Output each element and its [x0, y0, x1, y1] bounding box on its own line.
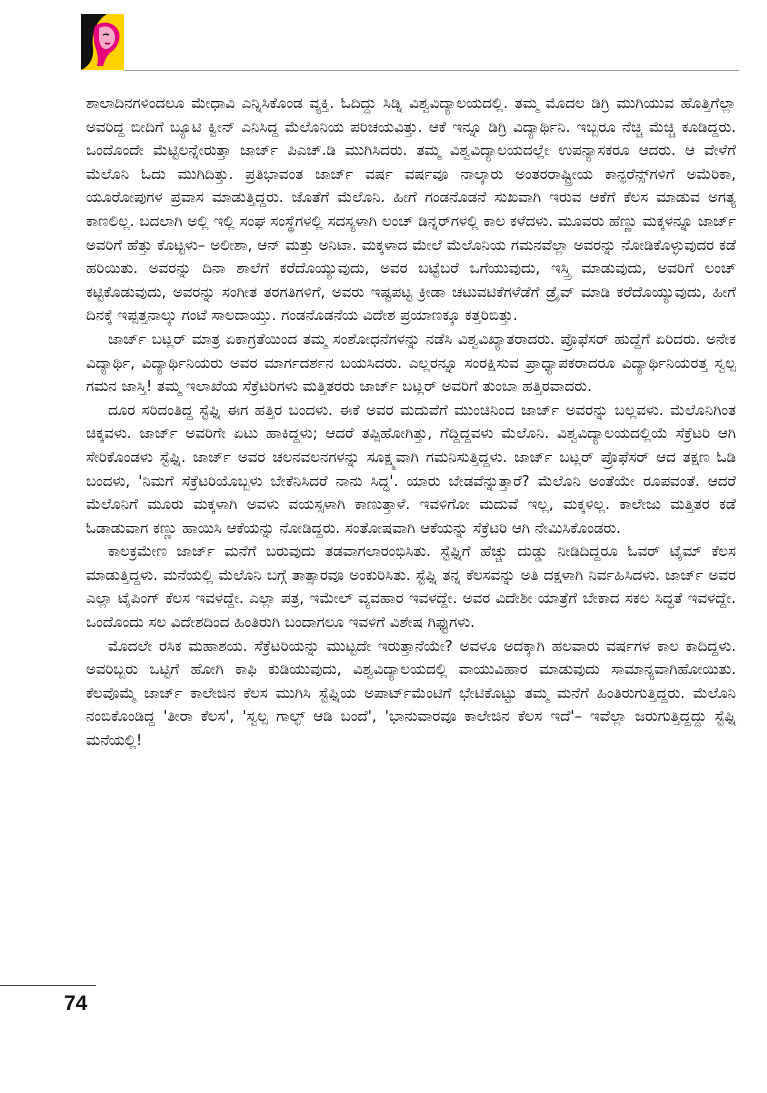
footer-rule	[0, 985, 96, 986]
paragraph-5: ಮೊದಲೇ ರಸಿಕ ಮಹಾಶಯ. ಸೆಕ್ರೆಟರಿಯನ್ನು ಮುಟ್ಟದೇ ಇರುತ್ತಾನೆಯೇ? ಅವಳೂ ಅದಕ್ಕಾಗಿ ಹಲವಾರು ವರ್ಷಗಳ ಕಾಲ ಕಾದಿದ್ದಳು. ಅವರಿಬ್ಬರು ಒಟ್ಟಿಗೆ ಹೋಗಿ ಕಾಫಿ ಕುಡಿಯುವುದು, ವಿಶ್ವವಿದ್ಯಾಲಯದಲ್ಲಿ ವಾಯುವಿಹಾರ ಮಾಡುವುದು ಸಾಮಾನ್ಯವಾಗಿಹೋಯಿತು. ಕೆಲವೊಮ್ಮೆ ಜಾರ್ಜ್ ಕಾಲೇಜಿನ ಕೆಲಸ ಮುಗಿಸಿ ಸ್ಟೆಫ್ನಿಯ ಅಪಾರ್ಟ್‌ಮೆಂಟಿಗೆ ಭೇಟಿಕೊಟ್ಟು ತಮ್ಮ ಮನೆಗೆ ಹಿಂತಿರುಗುತ್ತಿದ್ದರು. ಮೆಲೊನಿ ನಂಬಿಕೊಂಡಿದ್ದ 'ತೀರಾ ಕೆಲಸ', 'ಸ್ವಲ್ಪ ಗಾಲ್ಫ್ ಆಡಿ ಬಂದೆ', 'ಭಾನುವಾರವೂ ಕಾಲೇಜಿನ ಕೆಲಸ ಇದೆ'– ಇವೆಲ್ಲಾ ಜರುಗುತ್ತಿದ್ದದ್ದು ಸ್ಟೆಫ್ನಿ ಮನೆಯಲ್ಲಿ!	[86, 636, 736, 750]
paragraph-1: ಶಾಲಾದಿನಗಳಿಂದಲೂ ಮೇಧಾವಿ ಎನ್ನಿಸಿಕೊಂಡ ವ್ಯಕ್ತಿ. ಓದಿದ್ದು ಸಿಡ್ನಿ ವಿಶ್ವವಿದ್ಯಾಲಯದಲ್ಲಿ. ತಮ್ಮ ಮೊದಲ ಡಿಗ್ರಿ ಮುಗಿಯುವ ಹೊತ್ತಿಗೆಲ್ಲಾ ಅವರಿದ್ದ ಬೀದಿಗೆ ಬ್ಯೂಟಿ ಕ್ವೀನ್ ಎನಿಸಿದ್ದ ಮೆಲೊನಿಯ ಪರಿಚಯವಿತ್ತು. ಆಕೆ ಇನ್ನೂ ಡಿಗ್ರಿ ವಿದ್ಯಾರ್ಥಿನಿ. ಇಬ್ಬರೂ ನೆಚ್ಚಿ ಮೆಚ್ಚಿ ಕೂಡಿದ್ದರು. ಒಂದೊಂದೇ ಮೆಟ್ಟಿಲನ್ನೇರುತ್ತಾ ಜಾರ್ಜ್ ಪಿಎಚ್.ಡಿ ಮುಗಿಸಿದರು. ತಮ್ಮ ವಿಶ್ವವಿದ್ಯಾಲಯದಲ್ಲೇ ಉಪನ್ಯಾಸಕರೂ ಆದರು. ಆ ವೇಳೆಗೆ ಮೆಲೊನಿ ಓದು ಮುಗಿದಿತ್ತು. ಪ್ರತಿಭಾವಂತ ಜಾರ್ಜ್ ವರ್ಷ ವರ್ಷವೂ ನಾಲ್ಕಾರು ಅಂತರರಾಷ್ಟ್ರೀಯ ಕಾನ್ಫರೆನ್ಸ್‌ಗಳಿಗೆ ಅಮೆರಿಕಾ, ಯೂರೋಪುಗಳ ಪ್ರವಾಸ ಮಾಡುತ್ತಿದ್ದರು. ಜೊತೆಗೆ ಮೆಲೊನಿ. ಹೀಗೆ ಗಂಡನೊಡನೆ ಸುಖವಾಗಿ ಇರುವ ಆಕೆಗೆ ಕೆಲಸ ಮಾಡುವ ಅಗತ್ಯ ಕಾಣಲಿಲ್ಲ. ಬದಲಾಗಿ ಅಲ್ಲಿ ಇಲ್ಲಿ ಸಂಘ ಸಂಸ್ಥೆಗಳಲ್ಲಿ ಸದಸ್ಯಳಾಗಿ ಲಂಚ್ ಡಿನ್ನರ್‌ಗಳಲ್ಲಿ ಕಾಲ ಕಳೆದಳು. ಮೂವರು ಹೆಣ್ಣು ಮಕ್ಕಳನ್ನೂ ಜಾರ್ಜ್ ಅವರಿಗೆ ಹೆತ್ತು ಕೊಟ್ಟಳು– ಅಲೀಶಾ, ಆನ್ ಮತ್ತು ಅನಿಟಾ. ಮಕ್ಕಳಾದ ಮೇಲೆ ಮೆಲೊನಿಯ ಗಮನವೆಲ್ಲಾ ಅವರನ್ನು ನೋಡಿಕೊಳ್ಳುವುದರ ಕಡೆ ಹರಿಯಿತು. ಅವರನ್ನು ದಿನಾ ಶಾಲೆಗೆ ಕರೆದೊಯ್ಯುವುದು, ಅವರ ಬಟ್ಟೆಬರೆ ಒಗೆಯುವುದು, ಇಸ್ತ್ರಿ ಮಾಡುವುದು, ಅವರಿಗೆ ಲಂಚ್ ಕಟ್ಟಿಕೊಡುವುದು, ಅವರನ್ನು ಸಂಗೀತ ತರಗತಿಗಳಿಗೆ, ಅವರು ಇಷ್ಟಪಟ್ಟ ಕ್ರೀಡಾ ಚಟುವಟಿಕೆಗಳೆಡೆಗೆ ಡ್ರೈವ್ ಮಾಡಿ ಕರೆದೊಯ್ಯುವುದು, ಹೀಗೆ ದಿನಕ್ಕೆ ಇಪ್ಪತ್ತನಾಲ್ಕು ಗಂಟೆ ಸಾಲದಾಯ್ತು. ಗಂಡನೊಡನೆಯ ವಿದೇಶ ಪ್ರಯಾಣಕ್ಕೂ ಕತ್ತರಿಬಿತ್ತು.	[86, 94, 736, 325]
header-rule	[124, 70, 739, 71]
paragraph-4: ಕಾಲಕ್ರಮೇಣ ಜಾರ್ಜ್ ಮನೆಗೆ ಬರುವುದು ತಡವಾಗಲಾರಂಭಿಸಿತು. ಸ್ಟೆಫ್ನಿಗೆ ಹೆಚ್ಚು ದುಡ್ಡು ನೀಡಿದಿದ್ದರೂ ಓವರ್ ಟೈಮ್ ಕೆಲಸ ಮಾಡುತ್ತಿದ್ದಳು. ಮನೆಯಲ್ಲಿ ಮೆಲೊನಿ ಬಗ್ಗೆ ತಾತ್ಸಾರವೂ ಅಂಕುರಿಸಿತು. ಸ್ಟೆಫ್ನಿ ತನ್ನ ಕೆಲಸವನ್ನು ಅತಿ ದಕ್ಷಳಾಗಿ ನಿರ್ವಹಿಸಿದಳು. ಜಾರ್ಜ್ ಅವರ ಎಲ್ಲಾ ಟೈಪಿಂಗ್ ಕೆಲಸ ಇವಳದ್ದೇ. ಎಲ್ಲಾ ಪತ್ರ, ಇಮೇಲ್ ವ್ಯವಹಾರ ಇವಳದ್ದೇ. ಅವರ ವಿದೇಶೀ ಯಾತ್ರೆಗೆ ಬೇಕಾದ ಸಕಲ ಸಿದ್ಧತೆ ಇವಳದ್ದೇ. ಒಂದೊಂದು ಸಲ ವಿದೇಶದಿಂದ ಹಿಂತಿರುಗಿ ಬಂದಾಗಲೂ ಇವಳಿಗೆ ವಿಶೇಷ ಗಿಫ್ಟುಗಳು.	[86, 542, 736, 632]
paragraph-3: ದೂರ ಸರಿದಂತಿದ್ದ ಸ್ಟೆಫ್ನಿ ಈಗ ಹತ್ತಿರ ಬಂದಳು. ಈಕೆ ಅವರ ಮದುವೆಗೆ ಮುಂಚಿನಿಂದ ಜಾರ್ಜ್ ಅವರನ್ನು ಬಲ್ಲವಳು. ಮೆಲೊನಿಗಿಂತ ಚಿಕ್ಕವಳು. ಜಾರ್ಜ್ ಅವರಿಗೇ ಏಟು ಹಾಕಿದ್ದಳು; ಆದರೆ ತಪ್ಪಿಹೋಗಿತ್ತು, ಗೆದ್ದಿದ್ದವಳು ಮೆಲೊನಿ. ವಿಶ್ವವಿದ್ಯಾಲಯದಲ್ಲಿಯೆ ಸೆಕ್ರೆಟರಿ ಆಗಿ ಸೇರಿಕೊಂಡಳು ಸ್ಟೆಫ್ನಿ. ಜಾರ್ಜ್ ಅವರ ಚಲನವಲನಗಳನ್ನು ಸೂಕ್ಷ್ಮವಾಗಿ ಗಮನಿಸುತ್ತಿದ್ದಳು. ಜಾರ್ಜ್ ಬಟ್ಲರ್ ಪ್ರೊಫೆಸರ್ ಆದ ತಕ್ಷಣ ಓಡಿ ಬಂದಳು, 'ನಿಮಗೆ ಸೆಕ್ರೆಟರಿಯೊಬ್ಬಳು ಬೇಕೆನಿಸಿದರೆ ನಾನು ಸಿದ್ಧ'. ಯಾರು ಬೇಡವೆನ್ನುತ್ತಾರೆ? ಮೆಲೊನಿ ಅಂತೆಯೇ ರೂಪವಂತೆ. ಆದರೆ ಮೆಲೊನಿಗೆ ಮೂರು ಮಕ್ಕಳಾಗಿ ಅವಳು ವಯಸ್ಸಳಾಗಿ ಕಾಣುತ್ತಾಳೆ. ಇವಳಿಗೋ ಮದುವೆ ಇಲ್ಲ, ಮಕ್ಕಳಿಲ್ಲ. ಕಾಲೇಜು ಮತ್ತಿತರ ಕಡೆ ಓಡಾಡುವಾಗ ಕಣ್ಣು ಹಾಯಿಸಿ ಆಕೆಯನ್ನು ನೋಡಿದ್ದರು. ಸಂತೋಷವಾಗಿ ಆಕೆಯನ್ನು ಸೆಕ್ರೆಟರಿ ಆಗಿ ನೇಮಿಸಿಕೊಂಡರು.	[86, 400, 736, 537]
stylized-woman-face-icon	[81, 14, 124, 70]
article-body	[86, 92, 736, 753]
page-number: 74	[64, 992, 88, 1015]
paragraph-2: ಜಾರ್ಜ್ ಬಟ್ಲರ್ ಮಾತ್ರ ಏಕಾಗ್ರತೆಯಿಂದ ತಮ್ಮ ಸಂಶೋಧನೆಗಳನ್ನು ನಡೆಸಿ ವಿಶ್ವವಿಖ್ಯಾತರಾದರು. ಪ್ರೊಫೆಸರ್ ಹುದ್ದೆಗೆ ಏರಿದರು. ಅನೇಕ ವಿದ್ಯಾರ್ಥಿ, ವಿದ್ಯಾರ್ಥಿನಿಯರು ಅವರ ಮಾರ್ಗದರ್ಶನ ಬಯಸಿದರು. ಎಲ್ಲರನ್ನೂ ಸಂರಕ್ಷಿಸುವ ಪ್ರಾಧ್ಯಾಪಕರಾದರೂ ವಿದ್ಯಾರ್ಥಿನಿಯರತ್ತ ಸ್ವಲ್ಪ ಗಮನ ಜಾಸ್ತಿ! ತಮ್ಮ ಇಲಾಖೆಯ ಸೆಕ್ರೆಟರಿಗಳು ಮತ್ತಿತರರು ಜಾರ್ಜ್ ಬಟ್ಲರ್ ಅವರಿಗೆ ತುಂಬಾ ಹತ್ತಿರವಾದರು.	[86, 329, 736, 396]
magazine-logo-icon	[81, 14, 124, 70]
